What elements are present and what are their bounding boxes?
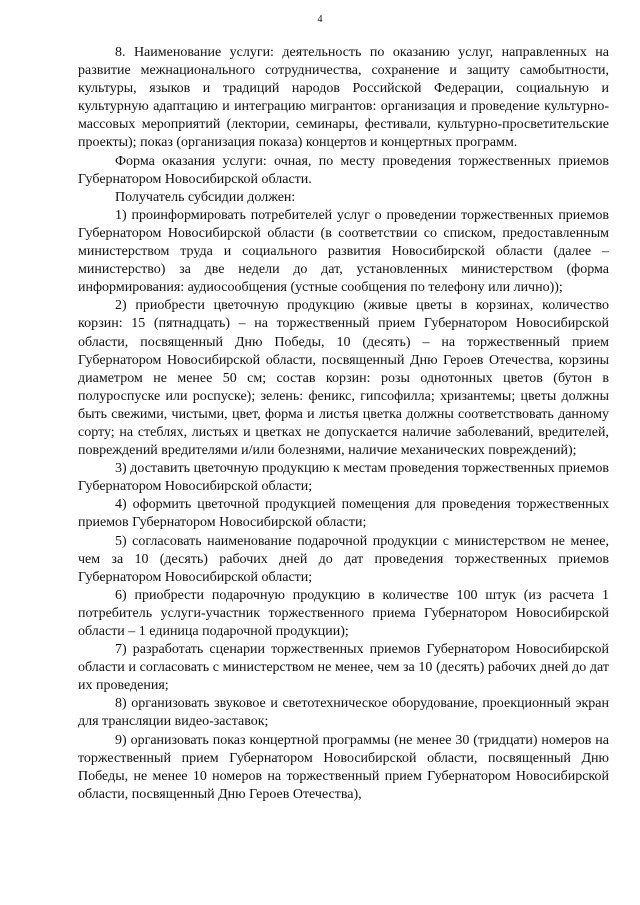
list-item: 5) согласовать наименование подарочной продукции с министерством не менее, чем за 10 (десять) рабочих дней до дат проведения торжественных приемов Губернатором Новосибирской области; (78, 533, 609, 585)
list-item: 7) разработать сценарии торжественных приемов Губернатором Новосибирской области и согласовать с министерством не менее, чем за 10 (десять) рабочих дней до дат их проведения; (78, 642, 609, 694)
recipient-obligations-intro: Получатель субсидии должен: (115, 189, 296, 205)
list-item: 2) приобрести цветочную продукцию (живые цветы в корзинах, количество корзин: 15 (пятнадцать) – на торжественный прием Губернатором Новосибирской области, посвященный Дню Победы, 10 (десять) – на торжественный прием Губернатором Новосибирской области, посвященный Дню Героев Отечества, корзины диаметром не менее 50 см; состав корзин: розы однотонных цветов (бутон в полуроспуске или роспуске); зелень: феникс, гипсофилла; хризантемы; цветы должны быть свежими, чистыми, цвет, форма и листья цветка должны соответствовать данному сорту; на стеблях, листьях и цветках не допускается наличие заболеваний, вредителей, повреждений вредителями и/или болезнями, наличие механических повреждений); (78, 298, 609, 459)
list-item: 1) проинформировать потребителей услуг о проведении торжественных приемов Губернатором Новосибирской области (в соответствии со списком, предоставленным министерством труда и социального развития Новосибирской области (далее – министерство) за две недели до дат, установленных министерством (форма информирования: аудиосообщения (устные сообщения по телефону или лично)); (78, 207, 609, 296)
list-item: 3) доставить цветочную продукцию к местам проведения торжественных приемов Губернатором Новосибирской области; (78, 461, 609, 495)
service-form-paragraph: Форма оказания услуги: очная, по месту проведения торжественных приемов Губернатором Новосибирской области. (78, 153, 609, 187)
document-body (78, 44, 609, 804)
page-number: 4 (317, 14, 323, 25)
service-name-paragraph: 8. Наименование услуги: деятельность по оказанию услуг, направленных на развитие межнационального сотрудничества, сохранение и защиту самобытности, культуры, языков и традиций народов Российской Федерации, социальную и культурную адаптацию и интеграцию мигрантов: организация и проведение культурно-массовых мероприятий (лектории, семинары, фестивали, культурно-просветительские проекты); показ (организация показа) концертов и концертных программ. (78, 45, 609, 151)
list-item: 9) организовать показ концертной программы (не менее 30 (тридцати) номеров на торжественный прием Губернатором Новосибирской области, посвященный Дню Победы, не менее 10 номеров на торжественный прием Губернатором Новосибирской области, посвященный Дню Героев Отечества), (78, 732, 609, 802)
list-item: 8) организовать звуковое и светотехническое оборудование, проекционный экран для трансляции видео-заставок; (78, 696, 609, 730)
list-item: 4) оформить цветочной продукцией помещения для проведения торжественных приемов Губернатором Новосибирской области; (78, 497, 609, 531)
list-item: 6) приобрести подарочную продукцию в количестве 100 штук (из расчета 1 потребитель услуги-участник торжественного приема Губернатором Новосибирской области – 1 единица подарочной продукции); (78, 587, 609, 639)
